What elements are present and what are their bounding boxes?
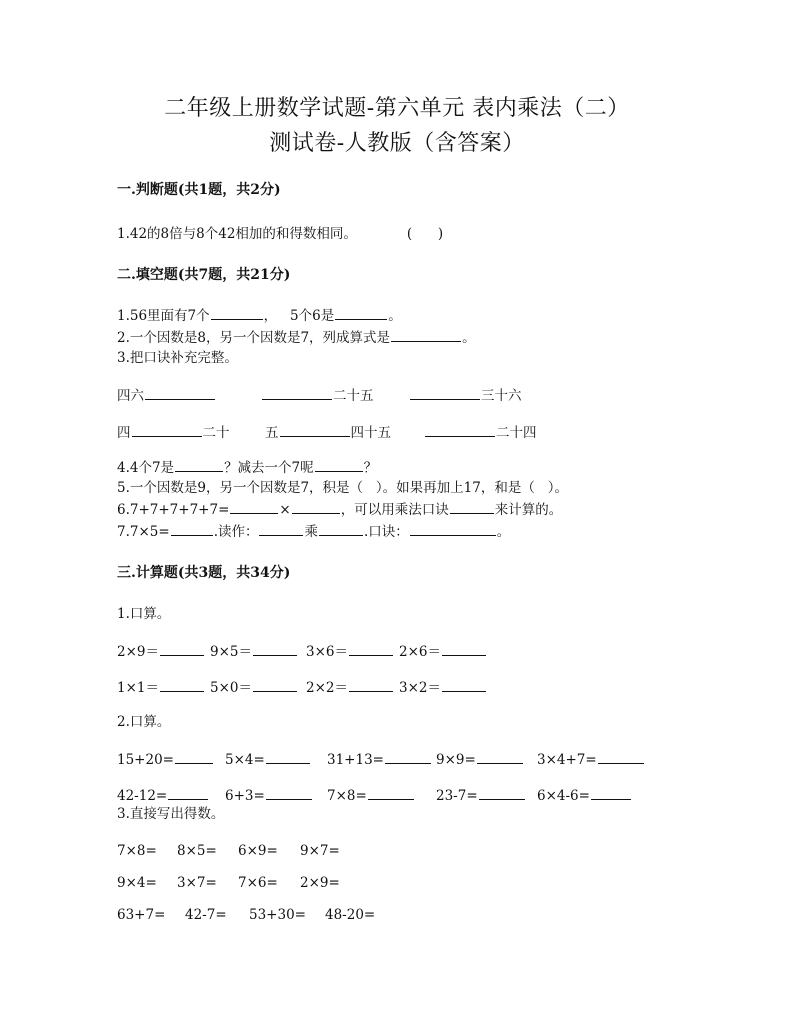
- calc-expression: 7×6=: [238, 875, 278, 891]
- mnemonic-item-2: [261, 385, 374, 406]
- fill-q1-blank-2[interactable]: [335, 305, 387, 320]
- mnemonic-r1-blank-3[interactable]: [410, 385, 480, 400]
- calc-expression: 15+20=: [117, 752, 174, 768]
- judge-q1-text: 1.42的8倍与8个42相加的和得数相同。: [117, 226, 357, 242]
- mnemonic-item-1: [117, 385, 216, 406]
- fill-q7-text-a: 7.7×5=: [117, 524, 170, 540]
- calc-item: [399, 641, 487, 662]
- calc-item: [210, 677, 298, 698]
- answer-blank[interactable]: [175, 749, 213, 764]
- mnemonic-r2-text-e: 二十四: [496, 425, 537, 441]
- section-heading-fill: 二.填空题(共7题，共21分): [117, 267, 291, 283]
- calc-expression: 5×4=: [225, 752, 265, 768]
- answer-blank[interactable]: [266, 785, 312, 800]
- calc-expression: 6×9=: [238, 843, 278, 859]
- calc-item: [306, 641, 394, 662]
- calc-item: [436, 749, 524, 770]
- answer-blank[interactable]: [442, 641, 486, 656]
- calc-expression: 2×6＝: [399, 644, 441, 660]
- mnemonic-r2-text-d: 四十五: [350, 425, 391, 441]
- fill-question-7: [117, 521, 510, 542]
- calc-expression: 3×2＝: [399, 680, 441, 696]
- answer-blank[interactable]: [160, 641, 204, 656]
- calc-question-2: 2.口算。: [117, 714, 171, 730]
- calc-question-1: 1.口算。: [117, 606, 171, 622]
- calc-item: [225, 749, 311, 770]
- fill-question-6: [117, 499, 562, 520]
- fill-q6-text-b: ×: [279, 502, 291, 518]
- answer-blank[interactable]: [168, 785, 208, 800]
- mnemonic-r2-blank-3[interactable]: [425, 422, 495, 437]
- fill-q4-blank-2[interactable]: [315, 457, 363, 472]
- mnemonic-r1-text-a: 四六: [117, 388, 144, 404]
- calc-item: [327, 785, 415, 806]
- calc-expression: 2×9=: [300, 875, 340, 891]
- mnemonic-item-6: [424, 422, 537, 443]
- calc-item: [537, 749, 645, 770]
- mnemonic-item-3: [409, 385, 522, 406]
- calc-expression: 3×6＝: [306, 644, 348, 660]
- fill-question-1: [117, 305, 402, 326]
- mnemonic-r1-text-c: 三十六: [481, 388, 522, 404]
- calc-item: [117, 749, 214, 770]
- fill-q6-blank-3[interactable]: [450, 499, 494, 514]
- fill-q4-text-c: ？: [363, 460, 378, 476]
- answer-blank[interactable]: [266, 749, 310, 764]
- judge-q1-answer-paren[interactable]: ( ): [406, 226, 444, 242]
- fill-question-5: 5.一个因数是9，另一个因数是7，积是（ ）。如果再加上17，和是（ ）。: [117, 480, 568, 496]
- calc-expression: 3×7=: [177, 875, 217, 891]
- fill-q6-text-d: 来计算的。: [494, 502, 563, 518]
- calc-expression: 48-20=: [325, 907, 376, 923]
- calc-expression: 9×7=: [300, 843, 340, 859]
- document-title-line2: 测试卷-人教版（含答案）: [269, 131, 525, 156]
- mnemonic-r2-blank-1[interactable]: [132, 422, 202, 437]
- document-title-line1: 二年级上册数学试题-第六单元 表内乘法（二）: [164, 96, 630, 121]
- mnemonic-r1-blank-2[interactable]: [262, 385, 332, 400]
- calc-item: [225, 785, 313, 806]
- fill-q4-blank-1[interactable]: [175, 457, 223, 472]
- fill-q2-text-a: 2.一个因数是8，另一个因数是7，列成算式是: [117, 330, 391, 346]
- calc-item: [306, 677, 394, 698]
- answer-blank[interactable]: [477, 749, 523, 764]
- calc-expression: 3×4+7=: [537, 752, 597, 768]
- fill-q4-text-b: ？减去一个7呢: [224, 460, 314, 476]
- answer-blank[interactable]: [598, 749, 644, 764]
- fill-question-2: [117, 327, 476, 348]
- fill-q7-blank-4[interactable]: [410, 521, 496, 536]
- calc-expression: 2×2＝: [306, 680, 348, 696]
- fill-question-4: [117, 457, 377, 478]
- calc-question-3: 3.直接写出得数。: [117, 806, 225, 822]
- fill-q7-text-e: 。: [496, 524, 511, 540]
- mnemonic-r1-text-b: 二十五: [333, 388, 374, 404]
- mnemonic-item-4: [117, 422, 230, 443]
- answer-blank[interactable]: [349, 641, 393, 656]
- section-heading-calc: 三.计算题(共3题，共34分): [117, 565, 291, 581]
- mnemonic-r1-blank-1[interactable]: [145, 385, 215, 400]
- calc-expression: 63+7=: [117, 907, 166, 923]
- fill-q2-text-b: 。: [462, 330, 476, 346]
- calc-item: [117, 641, 205, 662]
- judge-question-1: [117, 224, 443, 244]
- fill-q7-text-b: .读作：: [213, 524, 259, 540]
- calc-item: [399, 677, 487, 698]
- answer-blank[interactable]: [368, 785, 414, 800]
- fill-q1-text-b: ， 5个6是: [263, 308, 335, 324]
- calc-expression: 9×4=: [117, 875, 157, 891]
- fill-q1-text-c: 。: [388, 308, 402, 324]
- calc-expression: 6+3=: [225, 788, 265, 804]
- calc-expression: 7×8=: [117, 843, 157, 859]
- calc-item: [117, 677, 205, 698]
- fill-q2-blank[interactable]: [391, 327, 461, 342]
- fill-q6-blank-2[interactable]: [292, 499, 340, 514]
- calc-expression: 42-7=: [185, 907, 227, 923]
- mnemonic-r2-text-c: 五: [265, 425, 279, 441]
- calc-expression: 7×8=: [327, 788, 367, 804]
- answer-blank[interactable]: [160, 677, 204, 692]
- mnemonic-r2-text-b: 二十: [202, 425, 230, 441]
- fill-question-3: 3.把口诀补充完整。: [117, 350, 238, 366]
- calc-item: [537, 785, 632, 806]
- answer-blank[interactable]: [591, 785, 631, 800]
- calc-expression: 42-12=: [117, 788, 168, 804]
- calc-expression: 31+13=: [327, 752, 384, 768]
- calc-expression: 2×9＝: [117, 644, 159, 660]
- calc-item: [210, 641, 298, 662]
- mnemonic-item-5: [265, 422, 391, 443]
- answer-blank[interactable]: [349, 677, 393, 692]
- calc-expression: 5×0＝: [210, 680, 252, 696]
- fill-q7-text-d: .口诀：: [363, 524, 409, 540]
- answer-blank[interactable]: [479, 785, 525, 800]
- calc-expression: 23-7=: [436, 788, 478, 804]
- calc-expression: 9×5＝: [210, 644, 252, 660]
- calc-item: [436, 785, 526, 806]
- fill-q7-text-c: 乘: [304, 524, 318, 540]
- answer-blank[interactable]: [253, 641, 297, 656]
- mnemonic-r2-blank-2[interactable]: [280, 422, 350, 437]
- fill-q7-blank-2[interactable]: [259, 521, 303, 536]
- calc-expression: 8×5=: [177, 843, 217, 859]
- fill-q6-text-c: ，可以用乘法口诀: [340, 502, 449, 518]
- fill-q7-blank-1[interactable]: [171, 521, 213, 536]
- calc-expression: 6×4-6=: [537, 788, 590, 804]
- answer-blank[interactable]: [253, 677, 297, 692]
- fill-q1-blank-1[interactable]: [211, 305, 263, 320]
- calc-item: [327, 749, 432, 770]
- mnemonic-r2-text-a: 四: [117, 425, 131, 441]
- calc-item: [117, 785, 209, 806]
- fill-q1-text-a: 1.56里面有7个: [117, 308, 210, 324]
- fill-q7-blank-3[interactable]: [319, 521, 363, 536]
- fill-q6-blank-1[interactable]: [230, 499, 278, 514]
- section-heading-judge: 一.判断题(共1题，共2分): [117, 182, 281, 198]
- calc-expression: 9×9=: [436, 752, 476, 768]
- answer-blank[interactable]: [442, 677, 486, 692]
- calc-expression: 1×1＝: [117, 680, 159, 696]
- answer-blank[interactable]: [385, 749, 431, 764]
- calc-expression: 53+30=: [249, 907, 306, 923]
- fill-q4-text-a: 4.4个7是: [117, 460, 175, 476]
- fill-q6-text-a: 6.7+7+7+7+7=: [117, 502, 230, 518]
